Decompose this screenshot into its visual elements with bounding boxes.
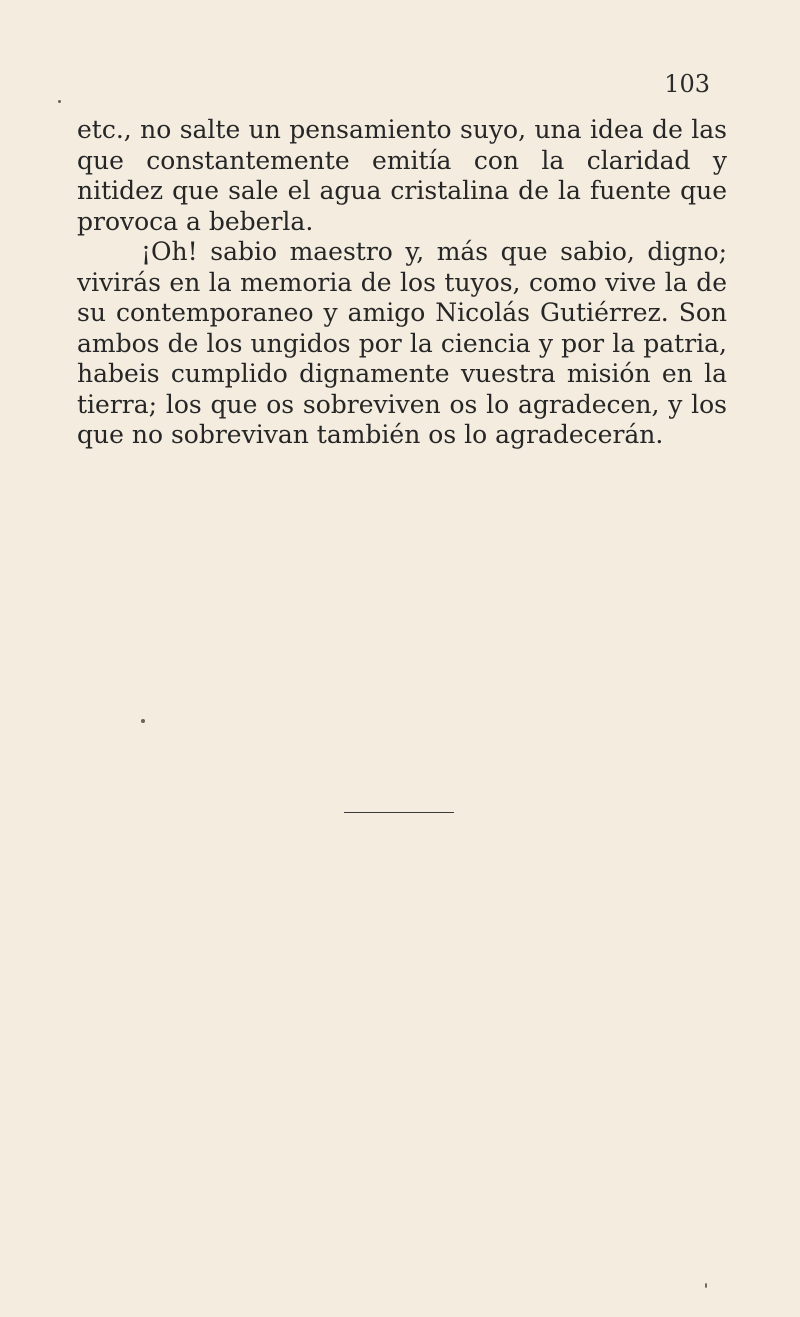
paragraph-1: etc., no salte un pensamiento suyo, una idea de las que constantemente emitía con la claridad y nitidez que sale el agua cristalina de la fuente que provoca a beberla. — [77, 115, 727, 236]
paper-speck — [58, 100, 61, 103]
body-text — [77, 115, 727, 451]
section-divider — [344, 812, 454, 813]
page-number: 103 — [664, 70, 710, 98]
paragraph-2: ¡Oh! sabio maestro y, más que sabio, digno; vivirás en la memoria de los tuyos, como vive la de su contemporaneo y amigo Nicolás Gutiérrez. Son ambos de los ungidos por la ciencia y por la patria, habeis cumplido dignamente vuestra misión en la tierra; los que os sobreviven os lo agradecen, y los que no sobrevivan también os lo agradecerán. — [77, 237, 727, 449]
paper-speck — [705, 1283, 707, 1288]
paper-speck — [141, 719, 145, 723]
